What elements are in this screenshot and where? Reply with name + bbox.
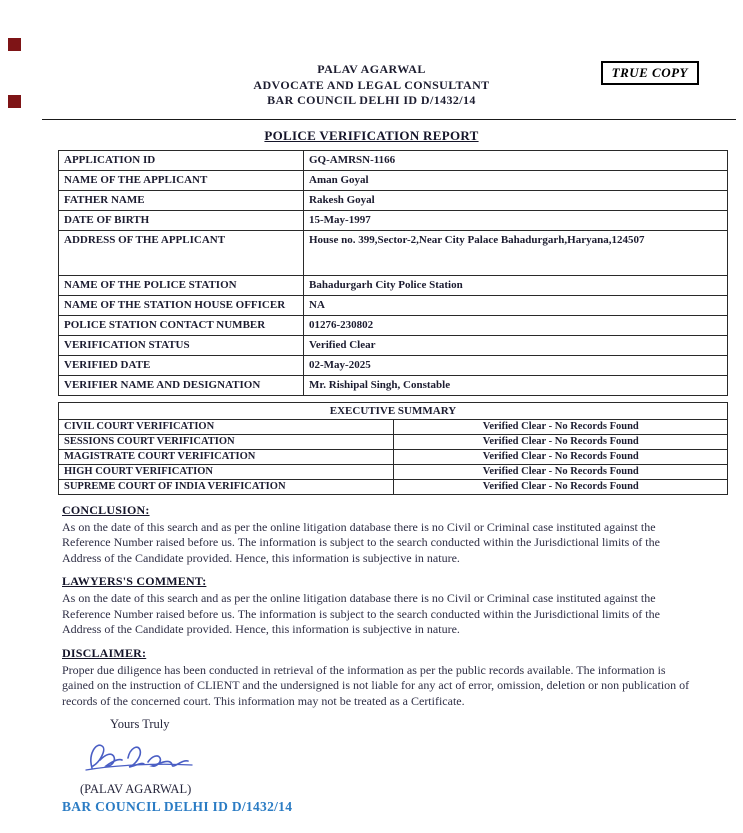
field-label: VERIFIER NAME AND DESIGNATION	[59, 375, 304, 395]
closing-block	[62, 717, 743, 815]
true-copy-stamp: TRUE COPY	[601, 61, 699, 85]
executive-summary-table	[58, 402, 728, 495]
lawyers-comment-text: As on the date of this search and as per the online litigation database there is no Civil or Criminal case instituted against the Reference Number raised before us. The information is subject to the search conducted within the Jurisdictional limits of the Address of the Candidate provided. Hence, this information is subjective in nature.	[62, 591, 660, 636]
field-value: House no. 399,Sector-2,Near City Palace Bahadurgarh,Haryana,124507	[304, 230, 728, 275]
table-row	[59, 335, 728, 355]
letterhead	[0, 0, 743, 109]
advocate-role: ADVOCATE AND LEGAL CONSULTANT	[253, 77, 490, 92]
disclaimer-heading: DISCLAIMER:	[62, 645, 147, 660]
table-row	[59, 275, 728, 295]
signature-area	[80, 734, 743, 782]
executive-summary-title: EXECUTIVE SUMMARY	[59, 402, 728, 419]
field-value: NA	[304, 295, 728, 315]
field-label: APPLICATION ID	[59, 150, 304, 170]
verification-result: Verified Clear - No Records Found	[393, 434, 728, 449]
verification-label: MAGISTRATE COURT VERIFICATION	[59, 449, 394, 464]
signatory-name: (PALAV AGARWAL)	[80, 782, 192, 796]
field-label: NAME OF THE APPLICANT	[59, 170, 304, 190]
table-row	[59, 449, 728, 464]
field-label: ADDRESS OF THE APPLICANT	[59, 230, 304, 275]
field-value: Rakesh Goyal	[304, 190, 728, 210]
table-row	[59, 479, 728, 494]
table-row	[59, 230, 728, 275]
field-label: POLICE STATION CONTACT NUMBER	[59, 315, 304, 335]
applicant-details-table	[58, 150, 728, 396]
advocate-name: PALAV AGARWAL	[317, 62, 426, 76]
advocate-council-id: BAR COUNCIL DELHI ID D/1432/14	[267, 93, 476, 107]
field-value: Verified Clear	[304, 335, 728, 355]
signature-image	[80, 734, 195, 782]
field-value: 02-May-2025	[304, 355, 728, 375]
field-label: VERIFICATION STATUS	[59, 335, 304, 355]
disclaimer-section	[62, 646, 691, 710]
conclusion-text: As on the date of this search and as per the online litigation database there is no Civil or Criminal case instituted against the Reference Number raised before us. The information is subject to the search conducted within the Jurisdictional limits of the Address of the Candidate provided. Hence, this information is subjective in nature.	[62, 519, 660, 565]
field-label: DATE OF BIRTH	[59, 210, 304, 230]
verification-label: HIGH COURT VERIFICATION	[59, 464, 394, 479]
bar-council-id: BAR COUNCIL DELHI ID D/1432/14	[62, 799, 293, 814]
verification-label: CIVIL COURT VERIFICATION	[59, 419, 394, 434]
salutation: Yours Truly	[110, 717, 170, 731]
header-divider	[42, 119, 736, 120]
table-row	[59, 375, 728, 395]
table-row	[59, 315, 728, 335]
verification-result: Verified Clear - No Records Found	[393, 464, 728, 479]
verification-label: SESSIONS COURT VERIFICATION	[59, 434, 394, 449]
verification-result: Verified Clear - No Records Found	[393, 419, 728, 434]
field-label: FATHER NAME	[59, 190, 304, 210]
conclusion-heading: CONCLUSION:	[62, 502, 150, 517]
field-value: GQ-AMRSN-1166	[304, 150, 728, 170]
field-value: Bahadurgarh City Police Station	[304, 275, 728, 295]
table-row	[59, 355, 728, 375]
table-row	[59, 464, 728, 479]
lawyers-comment-heading: LAWYERS'S COMMENT:	[62, 574, 207, 588]
table-row	[59, 434, 728, 449]
lawyers-comment-section	[62, 574, 691, 638]
table-row	[59, 150, 728, 170]
red-square-mark-top	[8, 38, 21, 51]
table-row	[59, 210, 728, 230]
table-row	[59, 170, 728, 190]
field-value: 01276-230802	[304, 315, 728, 335]
field-value: Mr. Rishipal Singh, Constable	[304, 375, 728, 395]
table-row	[59, 419, 728, 434]
red-square-mark-lower	[8, 95, 21, 108]
field-value: 15-May-1997	[304, 210, 728, 230]
verification-label: SUPREME COURT OF INDIA VERIFICATION	[59, 479, 394, 494]
conclusion-section	[62, 503, 691, 567]
field-label: NAME OF THE STATION HOUSE OFFICER	[59, 295, 304, 315]
disclaimer-text: Proper due diligence has been conducted in retrieval of the information as per the public records available. The information is gained on the instruction of CLIENT and the undersigned is not liable for any act of error, omission, deletion or non publication of records of the concerned court. This information may not be treated as a Certificate.	[62, 662, 690, 708]
field-label: NAME OF THE POLICE STATION	[59, 275, 304, 295]
report-title: POLICE VERIFICATION REPORT	[264, 127, 479, 143]
field-value: Aman Goyal	[304, 170, 728, 190]
table-row	[59, 190, 728, 210]
verification-result: Verified Clear - No Records Found	[393, 479, 728, 494]
table-row	[59, 295, 728, 315]
table-row	[59, 402, 728, 419]
verification-result: Verified Clear - No Records Found	[393, 449, 728, 464]
field-label: VERIFIED DATE	[59, 355, 304, 375]
